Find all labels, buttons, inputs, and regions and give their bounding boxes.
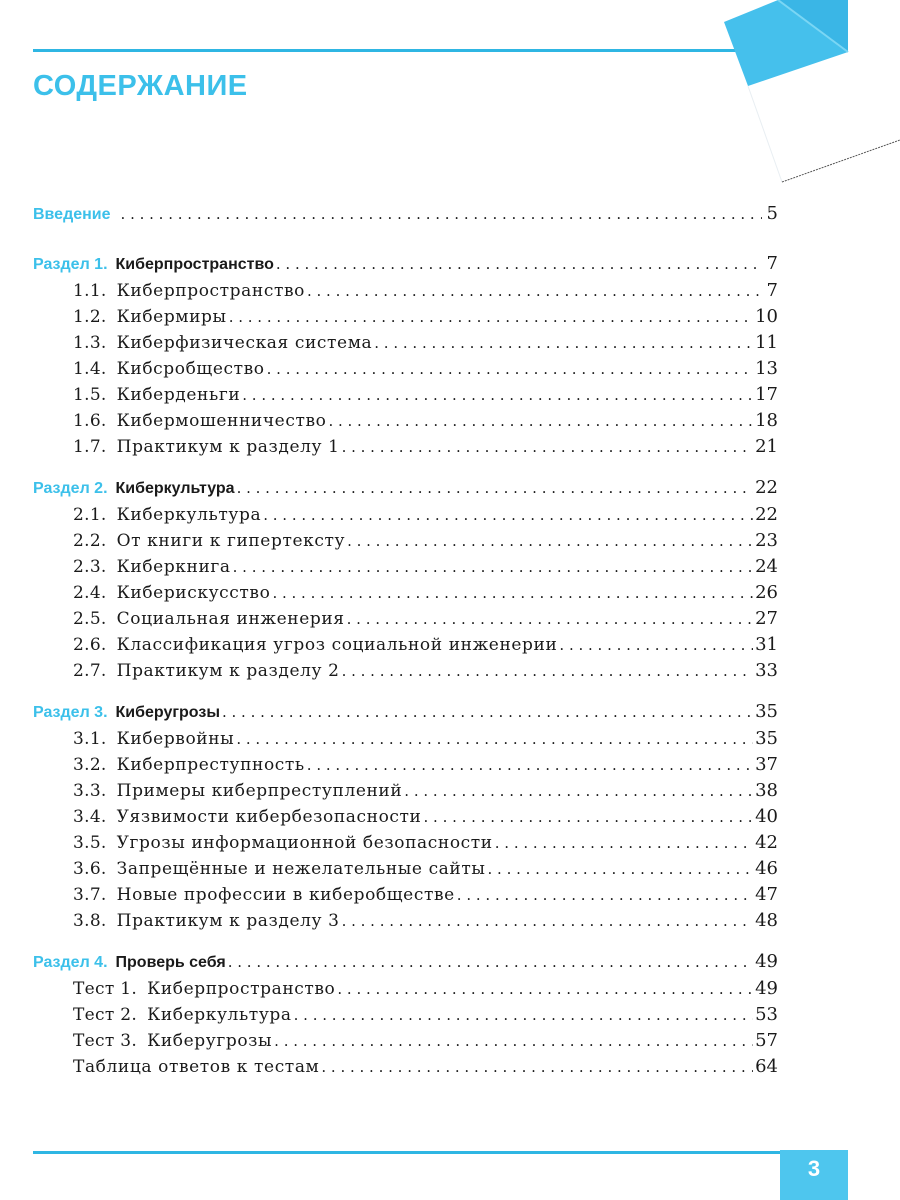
item-number: 1.5. <box>73 385 107 405</box>
page-number: 40 <box>755 806 778 827</box>
page-number: 26 <box>755 582 778 603</box>
dot-leader <box>276 250 762 278</box>
page-number: 38 <box>755 780 778 801</box>
dot-leader <box>121 200 762 228</box>
dot-leader <box>229 304 753 330</box>
toc-section-4[interactable] <box>33 948 778 976</box>
item-title: Уязвимости кибербезопасности <box>116 807 422 827</box>
item-title: Кибериcкусство <box>116 583 271 603</box>
item-title: Кибервойны <box>116 729 235 749</box>
toc-item[interactable] <box>33 778 778 804</box>
toc-item[interactable] <box>33 856 778 882</box>
toc-item[interactable] <box>33 804 778 830</box>
toc-intro[interactable] <box>33 200 778 228</box>
intro-label: Введение <box>33 206 111 223</box>
dot-leader <box>222 698 753 726</box>
item-title: Киберденьги <box>116 385 241 405</box>
toc-section-1[interactable] <box>33 250 778 278</box>
item-title: Киберфизическая система <box>116 333 373 353</box>
item-number: 3.5. <box>73 833 107 853</box>
section-prefix: Раздел 3. <box>33 704 108 721</box>
dot-leader <box>237 474 754 502</box>
page-number: 18 <box>755 410 778 431</box>
toc-item[interactable] <box>33 658 778 684</box>
page-number: 21 <box>755 436 778 457</box>
header-rule <box>33 49 778 52</box>
section-title: Киберпространство <box>115 256 274 273</box>
page-number: 35 <box>755 728 778 749</box>
page-number: 23 <box>755 530 778 551</box>
section-title: Проверь себя <box>115 954 226 971</box>
toc-item[interactable] <box>33 606 778 632</box>
page-number: 53 <box>755 1004 778 1025</box>
page-number-badge <box>780 1150 848 1200</box>
item-number: 2.7. <box>73 661 107 681</box>
item-title: Угрозы информационной безопасности <box>116 833 493 853</box>
page-number: 57 <box>755 1030 778 1051</box>
toc-item[interactable] <box>33 830 778 856</box>
toc-section-3[interactable] <box>33 698 778 726</box>
item-number: 3.4. <box>73 807 107 827</box>
page-number: 24 <box>755 556 778 577</box>
item-number: 2.1. <box>73 505 107 525</box>
page-number: 35 <box>755 701 778 722</box>
item-number: 3.7. <box>73 885 107 905</box>
dot-leader <box>347 606 753 632</box>
dot-leader <box>342 658 754 684</box>
item-title: Киберкнига <box>116 557 231 577</box>
toc-item[interactable] <box>33 304 778 330</box>
page-number: 17 <box>755 384 778 405</box>
page-number: 31 <box>755 634 778 655</box>
item-title: Запрещённые и нежелательные сайты <box>116 859 486 879</box>
item-title: Киберпространство <box>147 979 336 999</box>
toc-item[interactable] <box>33 1028 778 1054</box>
section-title: Киберкультура <box>115 480 235 497</box>
section-prefix: Раздел 2. <box>33 480 108 497</box>
item-number: 3.3. <box>73 781 107 801</box>
page-number: 27 <box>755 608 778 629</box>
section-title: Киберугрозы <box>115 704 220 721</box>
dot-leader <box>374 330 753 356</box>
item-number: Тест 3. <box>73 1031 138 1051</box>
page-number: 33 <box>755 660 778 681</box>
table-of-contents <box>33 200 778 1080</box>
dot-leader <box>272 580 753 606</box>
item-title: Кибсробщество <box>116 359 265 379</box>
item-number: 1.1. <box>73 281 107 301</box>
dot-leader <box>242 382 753 408</box>
dot-leader <box>307 752 753 778</box>
dot-leader <box>559 632 753 658</box>
corner-decoration-icon <box>700 0 900 200</box>
dot-leader <box>347 528 753 554</box>
item-title: Кибермиры <box>116 307 227 327</box>
page-number: 7 <box>766 253 778 274</box>
page-number: 10 <box>755 306 778 327</box>
dot-leader <box>328 408 753 434</box>
item-title: Киберкультура <box>147 1005 292 1025</box>
section-prefix: Раздел 1. <box>33 256 108 273</box>
item-number: 2.5. <box>73 609 107 629</box>
dot-leader <box>321 1054 753 1080</box>
page-number: 22 <box>755 504 778 525</box>
item-title: Киберпреступность <box>116 755 305 775</box>
item-number: 3.2. <box>73 755 107 775</box>
dot-leader <box>274 1028 753 1054</box>
item-number: Тест 2. <box>73 1005 138 1025</box>
item-title: Киберугрозы <box>147 1031 273 1051</box>
page-number: 47 <box>755 884 778 905</box>
page-title: СОДЕРЖАНИЕ <box>33 70 248 102</box>
item-title: Практикум к разделу 1 <box>116 437 340 457</box>
page-number: 48 <box>755 910 778 931</box>
toc-item[interactable] <box>33 502 778 528</box>
item-title: Практикум к разделу 3 <box>116 911 340 931</box>
item-title: Классификация угроз социальной инженерии <box>116 635 558 655</box>
dot-leader <box>337 976 753 1002</box>
dot-leader <box>424 804 754 830</box>
item-title: Кибермошенничество <box>116 411 327 431</box>
item-number: 1.7. <box>73 437 107 457</box>
dot-leader <box>404 778 753 804</box>
dot-leader <box>233 554 753 580</box>
toc-item[interactable] <box>33 632 778 658</box>
item-number: 2.2. <box>73 531 107 551</box>
item-title: Киберпространство <box>116 281 305 301</box>
item-number: Тест 1. <box>73 979 138 999</box>
toc-item[interactable] <box>33 408 778 434</box>
toc-item[interactable] <box>33 554 778 580</box>
dot-leader <box>495 830 753 856</box>
item-number: 1.6. <box>73 411 107 431</box>
page-number: 13 <box>755 358 778 379</box>
dot-leader <box>236 726 753 752</box>
section-prefix: Раздел 4. <box>33 954 108 971</box>
dot-leader <box>457 882 753 908</box>
item-title: Киберкультура <box>116 505 262 525</box>
dot-leader <box>267 356 753 382</box>
page-number: 11 <box>755 332 778 353</box>
item-number: 2.6. <box>73 635 107 655</box>
toc-item[interactable] <box>33 976 778 1002</box>
item-number: 3.1. <box>73 729 107 749</box>
dot-leader <box>294 1002 753 1028</box>
item-title: Примеры киберпреступлений <box>116 781 403 801</box>
item-number: 3.8. <box>73 911 107 931</box>
item-number: 3.6. <box>73 859 107 879</box>
page-number: 42 <box>755 832 778 853</box>
toc-item[interactable] <box>33 356 778 382</box>
dot-leader <box>228 948 753 976</box>
item-title: Новые профессии в киберобществе <box>116 885 455 905</box>
toc-item[interactable] <box>33 528 778 554</box>
dot-leader <box>342 434 754 460</box>
toc-section-2[interactable] <box>33 474 778 502</box>
item-number: 1.4. <box>73 359 107 379</box>
dot-leader <box>307 278 762 304</box>
item-title: Социальная инженерия <box>116 609 345 629</box>
item-number: 2.3. <box>73 557 107 577</box>
item-number: 2.4. <box>73 583 107 603</box>
footer-rule <box>33 1151 781 1154</box>
toc-item[interactable] <box>33 908 778 934</box>
footer-page-number: 3 <box>807 1156 821 1181</box>
page-number: 49 <box>755 951 778 972</box>
page-number: 46 <box>755 858 778 879</box>
item-title: От книги к гипертексту <box>116 531 346 551</box>
toc-item[interactable] <box>33 752 778 778</box>
page-number: 37 <box>755 754 778 775</box>
page-number: 22 <box>755 477 778 498</box>
dot-leader <box>342 908 754 934</box>
item-number: 1.3. <box>73 333 107 353</box>
toc-item[interactable] <box>33 726 778 752</box>
page-number: 7 <box>766 280 778 301</box>
toc-item[interactable] <box>33 382 778 408</box>
item-title: Таблица ответов к тестам <box>73 1057 320 1077</box>
item-title: Практикум к разделу 2 <box>116 661 340 681</box>
toc-item[interactable] <box>33 330 778 356</box>
toc-item[interactable] <box>33 1054 778 1080</box>
toc-item[interactable] <box>33 580 778 606</box>
item-number: 1.2. <box>73 307 107 327</box>
page-number: 49 <box>755 978 778 999</box>
dot-leader <box>488 856 754 882</box>
toc-item[interactable] <box>33 1002 778 1028</box>
toc-item[interactable] <box>33 882 778 908</box>
toc-item[interactable] <box>33 434 778 460</box>
toc-item[interactable] <box>33 278 778 304</box>
page-number: 64 <box>755 1056 778 1077</box>
page-number: 5 <box>766 203 778 224</box>
dot-leader <box>263 502 753 528</box>
